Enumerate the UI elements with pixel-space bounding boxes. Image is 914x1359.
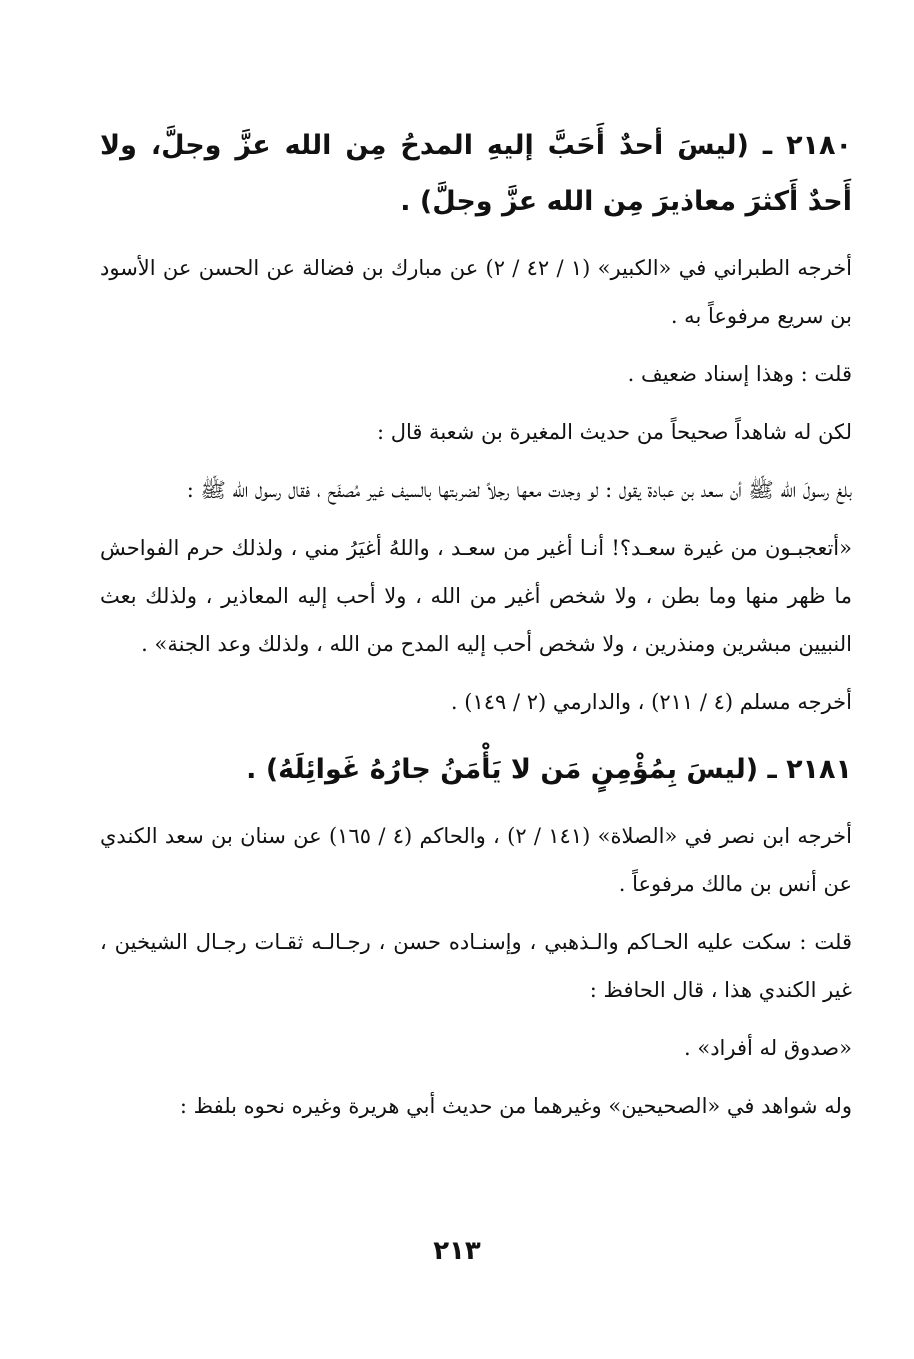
hadith-2181-narrator-quote: «صدوق له أفراد» . bbox=[684, 1036, 852, 1060]
hadith-2181-grading: قلت : سكت عليه الحـاكم والـذهبي ، وإسنـاده حسن ، رجـالـه ثقـات رجـال الشيخين ، غير الكندي هذا ، قال الحافظ : bbox=[100, 930, 852, 1002]
hadith-2180-witness-intro: لكن له شاهداً صحيحاً من حديث المغيرة بن شعبة قال : bbox=[376, 420, 852, 444]
hadith-2181-takhrij: أخرجه ابن نصر في «الصلاة» (١٤١ / ٢) ، والحاكم (٤ / ١٦٥) عن سنان بن سعد الكندي عن أنس بن مالك مرفوعاً . bbox=[100, 824, 852, 896]
hadith-2180-witness-source: أخرجه مسلم (٤ / ٢١١) ، والدارمي (٢ / ١٤٩) . bbox=[450, 690, 852, 714]
hadith-2180-witness-text: «أتعجبـون من غيرة سعـد؟! أنـا أغير من سعـد ، واللهُ أغيَرُ مني ، ولذلك حرم الفواحش ما ظهر منها وما بطن ، ولا شخص أغير من الله ، ولا أحب إليه المعاذير ، ولذلك بعث النبيين مبشرين ومنذرين ، ولا شخص أحب إليه المدح من الله ، ولذلك وعد الجنة» . bbox=[100, 536, 852, 656]
page-number: ٢١٣ bbox=[433, 1236, 481, 1266]
hadith-2181-heading: ٢١٨١ ـ (ليسَ بِمُؤْمِنٍ مَن لا يَأْمَنُ جارُهُ غَوائِلَهُ) . bbox=[246, 754, 852, 785]
hadith-2181-witnesses: وله شواهد في «الصحيحين» وغيرهما من حديث أبي هريرة وغيره نحوه بلفظ : bbox=[179, 1094, 852, 1118]
hadith-2180-grading: قلت : وهذا إسناد ضعيف . bbox=[627, 362, 852, 386]
hadith-2180-witness-context: بلغ رسولَ الله ﷺ أن سعد بن عبادة يقول : لو وجدت معها رجلاً لضربتها بالسيف غير مُصفَح ، فقال رسول الله ﷺ : bbox=[186, 478, 852, 502]
document-page bbox=[100, 118, 852, 1140]
hadith-2180-takhrij: أخرجه الطبراني في «الكبير» (١ / ٤٢ / ٢) عن مبارك بن فضالة عن الحسن عن الأسود بن سريع مرفوعاً به . bbox=[100, 256, 853, 328]
hadith-2180-heading: ٢١٨٠ ـ (ليسَ أحدٌ أَحَبَّ إليهِ المدحُ مِن الله عزَّ وجلَّ، ولا أَحدٌ أَكثرَ معاذيرَ مِن الله عزَّ وجلَّ) . bbox=[100, 130, 852, 217]
